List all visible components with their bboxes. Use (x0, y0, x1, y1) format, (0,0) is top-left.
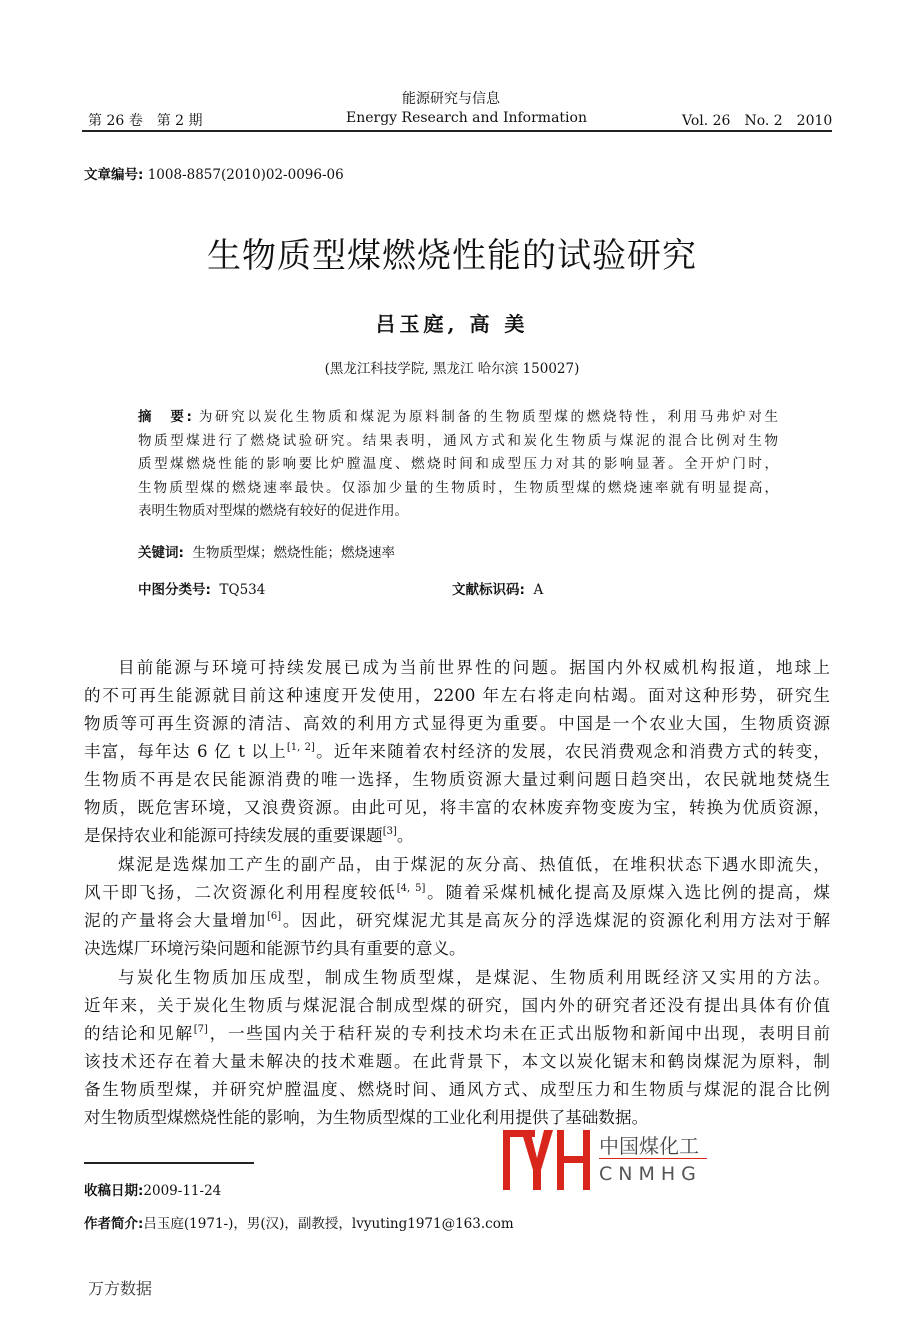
abstract-text: 质型煤燃烧性能的影响要比炉膛温度、燃烧时间和成型压力对其的影响显著。全开炉门时， (138, 456, 778, 472)
abstract-label: 摘 要: (138, 409, 192, 425)
volume-en: Vol. 26 No. 2 2010 (682, 113, 833, 129)
body-line (84, 738, 830, 762)
body-line (84, 879, 830, 903)
body-line (118, 851, 830, 875)
body-text-segment: ，一些国内关于秸秆炭的专利技术均未在正式出版物和新闻中出现，表明目前 (207, 1024, 831, 1043)
body-line (84, 1020, 830, 1044)
received-label: 收稿日期: (84, 1183, 144, 1199)
volume-cn: 第 26 卷 第 2 期 (88, 113, 203, 129)
received-value: 2009-11-24 (143, 1183, 222, 1199)
body-text-segment: 丰富，每年达 6 亿 t 以上 (84, 742, 287, 761)
body-text-segment: 决选煤厂环境污染问题和能源节约具有重要的意义。 (84, 939, 466, 958)
body-text-segment: 。因此，研究煤泥尤其是高灰分的浮选煤泥的资源化利用方法对于解 (281, 911, 831, 930)
body-line (84, 822, 830, 846)
body-text-segment: 对生物质型煤燃烧性能的影响，为生物质型煤的工业化利用提供了基础数据。 (84, 1108, 649, 1127)
keywords-label: 关键词: (138, 545, 184, 561)
body-text-segment: 泥的产量将会大量增加 (84, 911, 267, 930)
body-line (84, 935, 830, 959)
body-text-segment: 目前能源与环境可持续发展已成为当前世界性的问题。据国内外权威机构报道，地球上 (118, 658, 830, 677)
body-line (84, 794, 830, 818)
body-line (84, 1048, 830, 1072)
watermark-cn: 中国煤化工 (599, 1134, 699, 1158)
author-bio (84, 1212, 514, 1232)
cnmhg-logo-icon (503, 1130, 591, 1190)
body-text-segment: 与炭化生物质加压成型，制成生物质型煤，是煤泥、生物质利用既经济又实用的方法。 (118, 968, 830, 987)
article-number-value: 1008-8857(2010)02-0096-06 (147, 167, 344, 183)
clc-label: 中图分类号: (138, 582, 211, 598)
journal-name-cn: 能源研究与信息 (402, 91, 500, 107)
watermark-en: CNMHG (599, 1163, 702, 1185)
article-number (84, 163, 344, 183)
article-number-label: 文章编号: (84, 167, 144, 183)
body-line (84, 907, 830, 931)
header-rule (82, 130, 832, 132)
body-line (84, 1104, 830, 1128)
received-date (84, 1179, 221, 1199)
citation-ref[interactable]: [7] (193, 1024, 208, 1035)
document-code-label: 文献标识码: (452, 582, 525, 598)
clc-number (138, 578, 265, 598)
paper-title: 生物质型煤燃烧性能的试验研究 (207, 236, 697, 276)
body-line (84, 1076, 830, 1100)
abstract-line (138, 476, 778, 496)
body-line (84, 766, 830, 790)
body-text-segment: 。随着采煤机械化提高及原煤入选比例的提高，煤 (425, 883, 831, 902)
abstract-text: 为研究以炭化生物质和煤泥为原料制备的生物质型煤的燃烧特性，利用马弗炉对生 (198, 409, 778, 425)
watermark-logo (503, 1128, 718, 1192)
body-text-segment: 备生物质型煤，并研究炉膛温度、燃烧时间、通风方式、成型压力和生物质与煤泥的混合比例 (84, 1080, 830, 1099)
body-text-segment: 的结论和见解 (84, 1024, 194, 1043)
footnote-rule (84, 1162, 254, 1164)
journal-name-en: Energy Research and Information (346, 110, 587, 126)
body-line (118, 654, 830, 678)
body-text-segment: 风干即飞扬，二次资源化利用程度较低 (84, 883, 397, 902)
author-bio-value: 吕玉庭(1971-)，男(汉)，副教授，lvyuting1971@163.com (143, 1216, 514, 1232)
footer-source: 万方数据 (88, 1279, 153, 1298)
abstract-line (138, 405, 778, 425)
abstract-text: 生物质型煤的燃烧速率最快。仅添加少量的生物质时，生物质型煤的燃烧速率就有明显提高， (138, 479, 778, 496)
body-line (118, 964, 830, 988)
body-text-segment: 近年来，关于炭化生物质与煤泥混合制成型煤的研究，国内外的研究者还没有提出具体有价值 (84, 996, 830, 1015)
abstract-line (138, 429, 778, 449)
watermark-divider (599, 1158, 707, 1159)
citation-ref[interactable]: [1, 2] (286, 742, 315, 753)
body-line (84, 710, 830, 734)
keywords (138, 541, 395, 561)
document-code (452, 578, 543, 598)
abstract-line (138, 452, 778, 472)
abstract-text: 表明生物质对型煤的燃烧有较好的促进作用。 (138, 503, 408, 519)
citation-ref[interactable]: [3] (382, 826, 397, 837)
body-text-segment: 是保持农业和能源可持续发展的重要课题 (84, 826, 383, 845)
author-bio-label: 作者简介: (84, 1216, 144, 1232)
document-code-value: A (533, 582, 544, 598)
body-text-segment: 该技术还存在着大量未解决的技术难题。在此背景下，本文以炭化锯末和鹤岗煤泥为原料，制 (84, 1052, 830, 1071)
abstract-line (138, 499, 778, 519)
citation-ref[interactable]: [4, 5] (396, 883, 426, 894)
body-text-segment: 。近年来随着农村经济的发展，农民消费观念和消费方式的转变， (314, 742, 831, 761)
keywords-value: 生物质型煤；燃烧性能；燃烧速率 (192, 545, 395, 561)
body-text-segment: 物质等可再生资源的清洁、高效的利用方式显得更为重要。中国是一个农业大国，生物质资源 (84, 714, 830, 733)
affiliation: (黑龙江科技学院, 黑龙江 哈尔滨 150027) (324, 361, 580, 377)
citation-ref[interactable]: [6] (266, 911, 282, 922)
body-line (84, 992, 830, 1016)
clc-value: TQ534 (219, 582, 266, 598)
body-line (84, 682, 830, 706)
body-text-segment: 。 (396, 826, 414, 845)
abstract-text: 物质型煤进行了燃烧试验研究。结果表明，通风方式和炭化生物质与煤泥的混合比例对生物 (138, 432, 778, 449)
body-text-segment: 煤泥是选煤加工产生的副产品，由于煤泥的灰分高、热值低，在堆积状态下遇水即流失， (118, 855, 830, 874)
body-text-segment: 生物质不再是农民能源消费的唯一选择，生物质资源大量过剩问题日趋突出，农民就地焚烧生 (84, 770, 830, 789)
authors: 吕玉庭, 高 美 (375, 312, 529, 336)
body-text-segment: 的不可再生能源就目前这种速度开发使用，2200 年左右将走向枯竭。面对这种形势，研究生 (84, 686, 830, 705)
body-text-segment: 物质，既危害环境，又浪费资源。由此可见，将丰富的农林废弃物变废为宝，转换为优质资源， (84, 798, 830, 817)
